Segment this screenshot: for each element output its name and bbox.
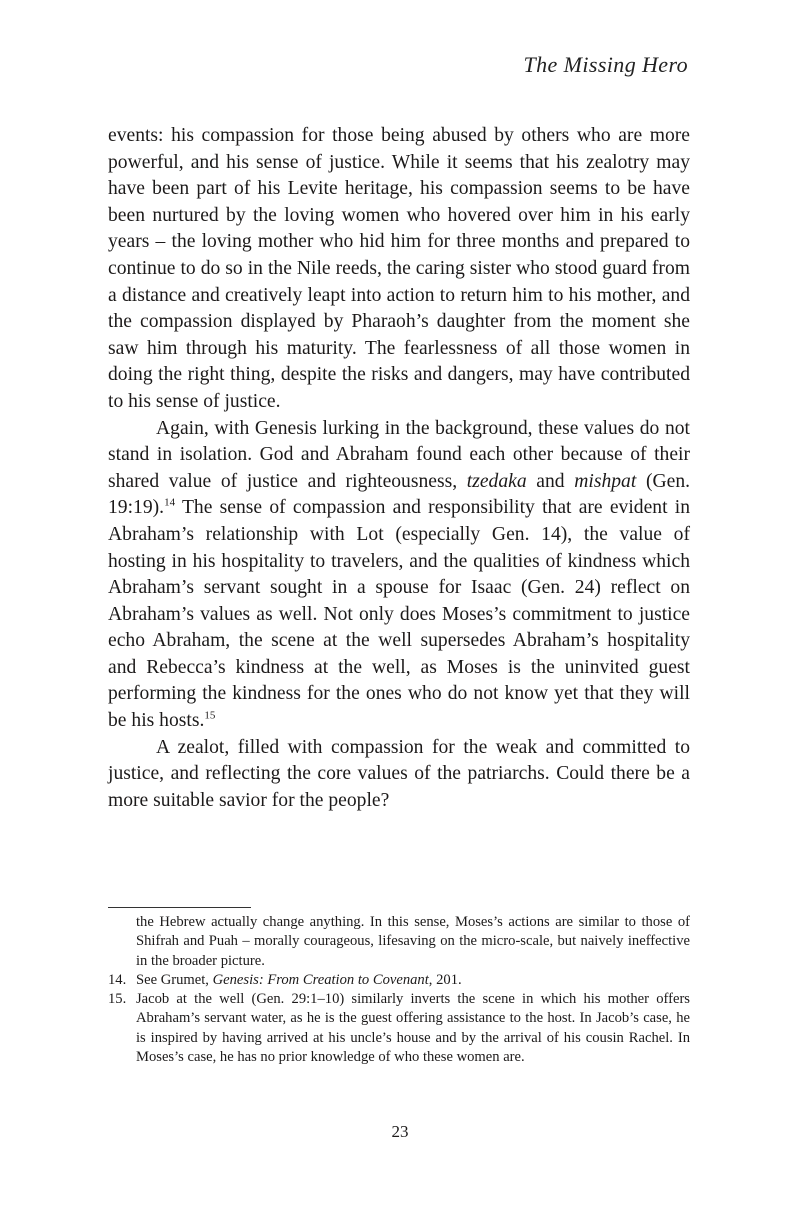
running-head: The Missing Hero	[523, 52, 688, 77]
footnote-ref-14[interactable]: 14	[164, 496, 176, 509]
footnote-text: See Grumet,	[136, 971, 213, 988]
paragraph	[108, 416, 690, 735]
footnote-text: , 201.	[428, 971, 462, 988]
footnote-number: 15.	[108, 991, 127, 1008]
italic-term: mishpat	[574, 470, 637, 492]
paragraph-text: Again, with Genesis lurking in the background, these values do not stand in isolation. God and Abraham found each other because of their shared value of justice and righteousness,	[108, 417, 690, 492]
italic-term: tzedaka	[466, 470, 527, 492]
paragraph-text: A zealot, filled with compassion for the weak and committed to justice, and reflecting the core values of the patriarchs. Could there be a more suitable savior for the people?	[108, 736, 690, 811]
paragraph-text: The sense of compassion and responsibility that are evident in Abraham’s relationship with Lot (especially Gen. 14), the value of hosting in his hospitality to travelers, and the qualities of kindness which Abraham’s servant sought in a spouse for Isaac (Gen. 24) reflect on Abraham’s values as well. Not only does Moses’s commitment to justice echo Abraham, the scene at the well supersedes Abraham’s hospitality and Rebecca’s kindness at the well, as Moses is the uninvited guest performing the kindness for the ones who do not know yet that they will be his hosts.	[108, 497, 690, 732]
footnote-continuation: the Hebrew actually change anything. In this sense, Moses’s actions are similar to those of Shifrah and Puah – morally courageous, lifesaving on the micro-scale, but naively ineffective in the broader picture.	[136, 914, 690, 969]
paragraph-text: and	[526, 470, 575, 492]
footnotes	[108, 913, 690, 1067]
body-text	[108, 123, 690, 814]
footnote-15	[108, 990, 690, 1067]
paragraph	[108, 735, 690, 815]
paragraph	[108, 123, 690, 416]
footnote-14	[108, 971, 690, 990]
page-number: 23	[391, 1122, 409, 1141]
paragraph-text: events: his compassion for those being abused by others who are more powerful, and his sense of justice. While it seems that his zealotry may have been part of his Levite heritage, his compassion seems to be have been nurtured by the loving women who hovered over him in his early years – the loving mother who hid him for three months and prepared to continue to do so in the Nile reeds, the caring sister who stood guard from a distance and creatively leapt into action to return him to his mother, and the compassion displayed by Pharaoh’s daughter from the moment she saw him through his maturity. The fearlessness of all those women in doing the right thing, despite the risks and dangers, may have contributed to his sense of justice.	[108, 125, 690, 412]
paragraph-text: (Gen. 19:19).	[108, 470, 691, 519]
footnote-ref-15[interactable]: 15	[204, 709, 216, 722]
footnote-text: Jacob at the well (Gen. 29:1–10) similarly inverts the scene in which his mother offers Abraham’s servant water, as he is the guest offering assistance to the host. In Jacob’s case, he is inspired by having arrived at his uncle’s house and by the arrival of his cousin Rachel. In Moses’s case, he has no prior knowledge of who these women are.	[136, 991, 690, 1066]
footnote-book-title: Genesis: From Creation to Covenant	[212, 971, 429, 988]
footnote-divider	[108, 907, 251, 908]
footnote-number: 14.	[108, 971, 127, 988]
